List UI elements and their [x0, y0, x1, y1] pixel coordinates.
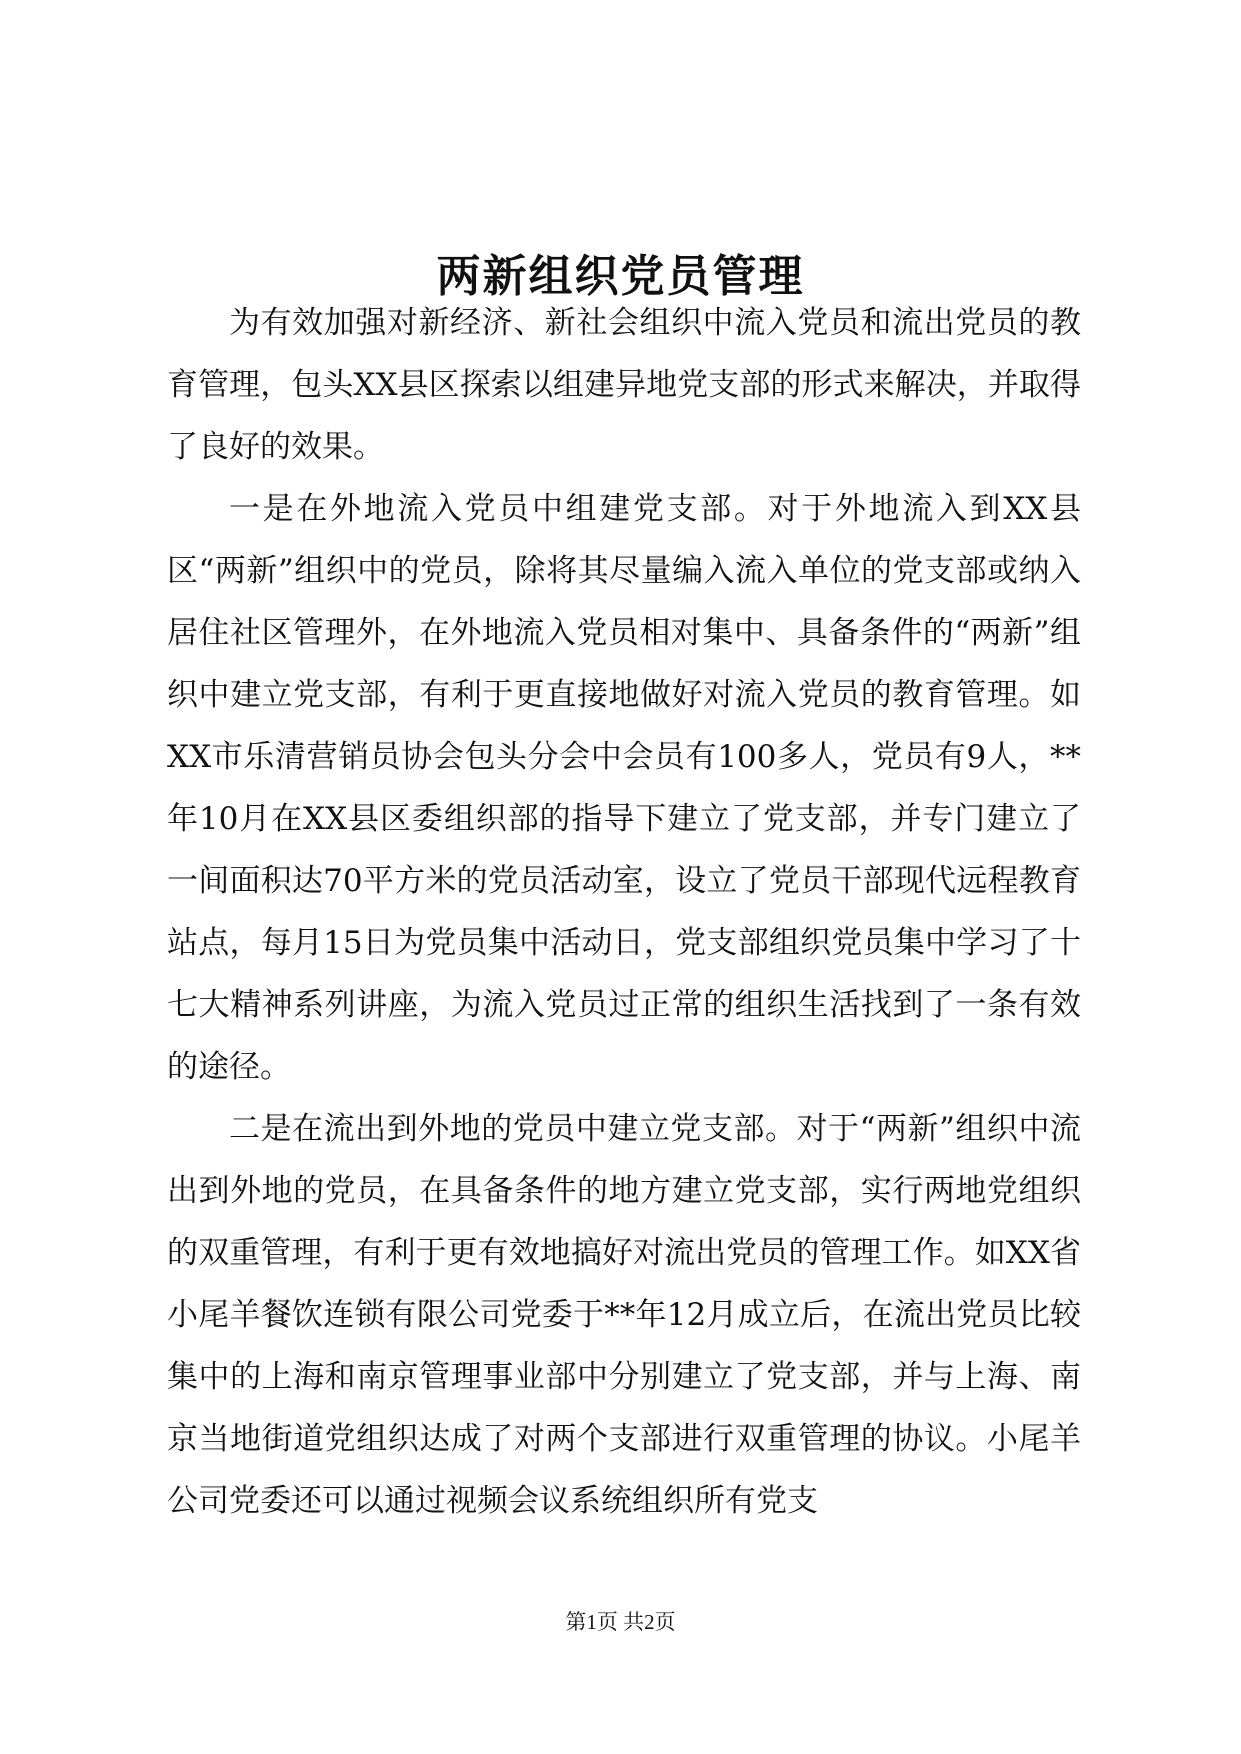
paragraph-outflow-party-branch: 二是在流出到外地的党员中建立党支部。对于“两新”组织中流出到外地的党员，在具备条件的地方建立党支部，实行两地党组织的双重管理，有利于更有效地搞好对流出党员的管理工作。如XX省小尾羊餐饮连锁有限公司党委于**年12月成立后，在流出党员比较集中的上海和南京管理事业部中分别建立了党支部，并与上海、南京当地街道党组织达成了对两个支部进行双重管理的协议。小尾羊公司党委还可以通过视频会议系统组织所有党支	[167, 1111, 1081, 1519]
paragraph-inflow-party-branch: 一是在外地流入党员中组建党支部。对于外地流入到XX县区“两新”组织中的党员，除将其尽量编入流入单位的党支部或纳入居住社区管理外，在外地流入党员相对集中、具备条件的“两新”组织中建立党支部，有利于更直接地做好对流入党员的教育管理。如XX市乐清营销员协会包头分会中会员有100多人，党员有9人，**年10月在XX县区委组织部的指导下建立了党支部，并专门建立了一间面积达70平方米的党员活动室，设立了党员干部现代远程教育站点，每月15日为党员集中活动日，党支部组织党员集中学习了十七大精神系列讲座，为流入党员过正常的组织生活找到了一条有效的途径。	[167, 491, 1081, 1085]
document-body	[167, 292, 1081, 1532]
document-title: 两新组织党员管理	[436, 251, 805, 303]
page-number-footer: 第1页 共2页	[565, 1610, 676, 1634]
paragraph-intro: 为有效加强对新经济、新社会组织中流入党员和流出党员的教育管理，包头XX县区探索以组建异地党支部的形式来解决，并取得了良好的效果。	[167, 305, 1081, 465]
